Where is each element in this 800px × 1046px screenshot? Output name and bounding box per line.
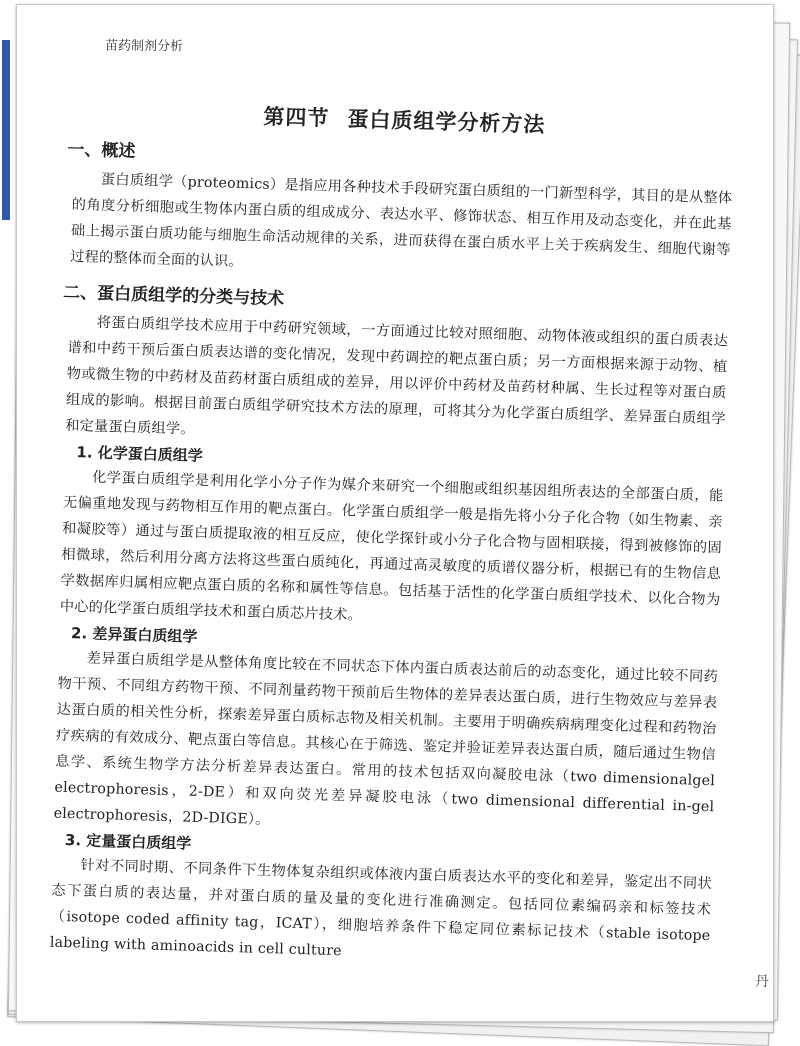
section-heading-overview: 一、概述: [67, 139, 136, 162]
page-content: [49, 29, 736, 975]
chapter-number: 第四节: [263, 104, 330, 131]
chemical-proteomics-paragraph: 化学蛋白质组学是利用化学小分子作为媒介来研究一个细胞或组织基因组所表达的全部蛋白质，能无偏重地发现与药物相互作用的靶点蛋白。化学蛋白质组学一般是指先将小分子化合物（如生物素、亲和凝胶等）通过与蛋白质提取液的相互反应，使化学探针或小分子化合物与固相联接，得到被修饰的固相微球，然后利用分离方法将这些蛋白质纯化，再通过高灵敏度的质谱仪器分析，根据已有的生物信息学数据库归属相应靶点蛋白质的名称和属性等信息。包括基于活性的化学蛋白质组学技术、以化合物为中心的化学蛋白质组学技术和蛋白质芯片技术。: [59, 469, 724, 624]
running-head: 苗药制剂分析: [104, 38, 184, 55]
chapter-title-text: 蛋白质组学分析方法: [347, 107, 546, 137]
overview-paragraph: 蛋白质组学（proteomics）是指应用各种技术手段研究蛋白质组的一门新型科学，其目的是从整体的角度分析细胞或生物体内蛋白质的组成成分、表达水平、修饰状态、相互作用及动态变化，并在此基础上揭示蛋白质功能与细胞生命活动规律的关系，进而获得在蛋白质水平上关于疾病发生、细胞代谢等过程的整体而全面的认识。: [69, 171, 733, 271]
quantitative-proteomics-paragraph: 针对不同时期、不同条件下生物体复杂组织或体液内蛋白质表达水平的变化和差异，鉴定出不同状态下蛋白质的表达量，并对蛋白质的量及量的变化进行准确测定。包括同位素编码亲和标签技术（isotope coded affinity tag，ICAT），细胞培养条件下稳定同位素标记技术（stable isotope labeling with aminoacids in cell culture: [49, 857, 713, 960]
subsection-heading-differential: 2. 差异蛋白质组学: [70, 624, 198, 646]
classification-paragraph: 将蛋白质组学技术应用于中药研究领域，一方面通过比较对照细胞、动物体液或组织的蛋白质表达谱和中药干预后蛋白质表达谱的变化情况，发现中药调控的靶点蛋白质；另一方面根据来源于动物、植物或微生物的中药材及苗药材蛋白质组成的差异，用以评价中药材及苗药材种属、生长过程等对蛋白质组成的影响。根据目前蛋白质组学研究技术方法的原理，可将其分为化学蛋白质组学、差异蛋白质组学和定量蛋白质组学。: [64, 314, 729, 438]
corner-glyph: 丹: [755, 974, 769, 990]
section-heading-classification: 二、蛋白质组学的分类与技术: [62, 282, 285, 310]
differential-proteomics-paragraph: 差异蛋白质组学是从整体角度比较在不同状态下体内蛋白质表达前后的动态变化，通过比较不同药物干预、不同组方药物干预、不同剂量药物干预前后生物体的差异表达蛋白质，进行生物效应与差异表达蛋白质的相关性分析，探索差异蛋白质标志物及相关机制。主要用于明确疾病病理变化过程和药物治疗疾病的有效成分、靶点蛋白等信息。其核心在于筛选、鉴定并验证差异表达蛋白质，随后通过生物信息学、系统生物学方法分析差异表达蛋白。常用的技术包括双向凝胶电泳（two dimensionalgel electrophoresis，2-DE）和双向荧光差异凝胶电泳（two dimensional differential in-gel electrophoresis，2D-DIGE）。: [53, 650, 719, 829]
subsection-heading-quantitative: 3. 定量蛋白质组学: [64, 831, 192, 853]
document-page: [16, 4, 774, 1022]
book-cover-edge: [2, 40, 10, 220]
subsection-heading-chemical: 1. 化学蛋白质组学: [76, 443, 204, 465]
